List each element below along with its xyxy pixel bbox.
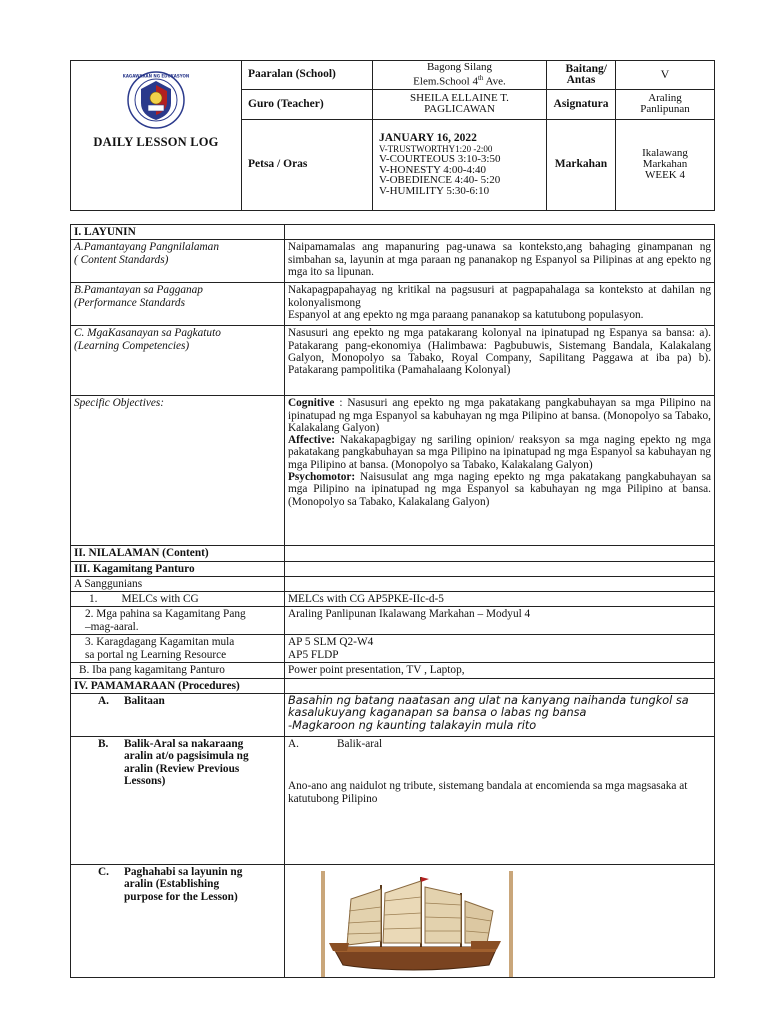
performance-standards-label-line2: (Performance Standards <box>74 296 185 309</box>
school-label: Paaralan (School) <box>242 61 373 90</box>
schedule-line: V-HONESTY 4:00-4:40 <box>379 163 487 176</box>
balik-aral-label <box>71 737 285 865</box>
performance-standards-text-2: Espanyol at ang epekto ng mga paraang pananakop sa katutubong populasyon. <box>288 308 644 321</box>
balitaan-text <box>285 694 715 737</box>
content-standards-label-line1: A.Pamantayang Pangnilalaman <box>74 241 219 254</box>
learning-competencies-text: Nasusuri ang epekto ng mga patakarang kolonyal na ipinatupad ng Espanya sa bansa: a). Patakarang pang-ekonomiya (Halimbawa: Pagbubuwis, Sistemang Bandala, Kalakalang Galyon, Monopolyo sa Tabako, Royal Company, Sapilitang Paggawa at iba pa) b). Patakarang pampolitika (Pamahalaang Kolonyal) <box>285 326 715 396</box>
grade-label-line2: Antas <box>566 73 596 86</box>
empty-cell <box>285 225 715 240</box>
section-heading-pamamaraan: IV. PAMAMARAAN (Procedures) <box>71 678 285 693</box>
balik-aral-sub-letter: A. <box>288 738 299 751</box>
balitaan-letter: A. <box>98 695 109 708</box>
section-heading-kagamitan: III. Kagamitang Panturo <box>71 561 285 576</box>
school-value-line1: Bagong Silang <box>426 61 493 73</box>
additional-materials-label-line2: sa portal ng Learning Resource <box>85 648 227 661</box>
content-standards-label-line2: ( Content Standards) <box>74 253 169 266</box>
affective-text: Nakakapagbigay ng sariling opinion/ reaksyon sa mga naging epekto ng mga pakatakang pangkabuhayan sa mga Pilipino na ipinatupad ng mga Espanyol sa kabuhayan ng mga Pilipino at bansa. (Monopolyo sa Tabako, Kalakalang Galyon) <box>288 434 711 471</box>
schedule-line: V-HUMILITY 5:30-6:10 <box>379 184 490 197</box>
additional-materials-label <box>71 635 285 663</box>
specific-objectives-text <box>285 396 715 546</box>
quarter-label: Markahan <box>547 119 616 210</box>
balitaan-text-1: Basahin ng batang naatasan ang ulat na kanyang naihanda tungkol sa <box>288 694 689 708</box>
specific-objectives-label: Specific Objectives: <box>71 396 285 546</box>
balik-aral-label-line4: Lessons) <box>124 774 166 787</box>
teacher-label: Guro (Teacher) <box>242 89 373 119</box>
balik-aral-label-line2: aralin at/o pagsisimula ng <box>124 750 249 763</box>
additional-materials-label-line1: 3. Karagdagang Kagamitan mula <box>85 636 235 649</box>
school-value <box>373 61 547 90</box>
performance-standards-text-1: Nakapagpapahayag ng kritikal na pagsusuri at pagpapahalaga sa konteksto at dahilan ng kolonyalismong <box>288 284 711 309</box>
teacher-value-line1: SHEILA ELLAINE T. <box>410 92 509 105</box>
balik-aral-label-text <box>124 738 281 787</box>
school-value-line2 <box>375 73 544 88</box>
melcs-value: MELCs with CG AP5PKE-IIc-d-5 <box>285 592 715 607</box>
section-heading-nilalaman: II. NILALAMAN (Content) <box>71 546 285 561</box>
paghahabi-label-line1: Paghahabi sa layunin ng <box>124 866 243 879</box>
subject-value <box>616 89 715 119</box>
document-title: DAILY LESSON LOG <box>93 135 219 149</box>
additional-materials-value-2: AP5 FLDP <box>288 648 339 661</box>
pages-value: Araling Panlipunan Ikalawang Markahan – Modyul 4 <box>285 607 715 635</box>
lesson-table <box>70 224 715 978</box>
balik-aral-letter: B. <box>98 738 109 751</box>
school-value-sup: th <box>477 74 484 82</box>
content-standards-text: Naipamamalas ang mapanuring pag-unawa sa konteksto,ang bahaging ginampanan ng simbahan sa, layunin at mga paraan ng pananakop ng Espanyol sa Pilipinas at ang epekto ng mga ito sa lipunan. <box>285 240 715 283</box>
grade-value: V <box>616 61 715 90</box>
melcs-num: 1. <box>89 593 98 606</box>
cognitive-label: Cognitive <box>288 397 335 410</box>
svg-text:KAGAWARAN NG EDUKASYON: KAGAWARAN NG EDUKASYON <box>122 73 190 79</box>
schedule-line: V-COURTEOUS 3:10-3:50 <box>379 153 501 166</box>
balitaan-label <box>71 694 285 737</box>
affective-label: Affective: <box>288 434 336 447</box>
empty-cell <box>285 576 715 591</box>
empty-cell <box>285 678 715 693</box>
content-standards-label <box>71 240 285 283</box>
schedule-line: V-TRUSTWORTHY1:20 -2:00 <box>379 143 493 154</box>
sanggunian-label: A Sanggunians <box>71 576 285 591</box>
pages-label <box>71 607 285 635</box>
empty-cell <box>285 546 715 561</box>
subject-value-line1: Araling <box>648 92 682 105</box>
performance-standards-text <box>285 283 715 326</box>
performance-standards-label <box>71 283 285 326</box>
paghahabi-label-text <box>124 866 281 903</box>
logo-title-cell <box>71 61 242 211</box>
performance-standards-label-line1: B.Pamantayan sa Pagganap <box>74 284 203 297</box>
other-materials-label: B. Iba pang kagamitang Panturo <box>71 663 285 678</box>
quarter-value <box>616 119 715 210</box>
balik-aral-question: Ano-ano ang naidulot ng tribute, sistemang bandala at encomienda sa mga magsasaka at katutubong Pilipino <box>288 780 688 805</box>
teacher-value-line2: PAGLICAWAN <box>424 103 495 116</box>
teacher-value <box>373 89 547 119</box>
paghahabi-letter: C. <box>98 866 109 879</box>
quarter-value-line1: Ikalawang <box>642 147 688 160</box>
psychomotor-label: Psychomotor: <box>288 471 356 484</box>
subject-label: Asignatura <box>547 89 616 119</box>
other-materials-value: Power point presentation, TV , Laptop, <box>285 663 715 678</box>
schedule-line: V-OBEDIENCE 4:40- 5:20 <box>379 174 501 187</box>
balik-aral-label-line3: aralin (Review Previous <box>124 762 240 775</box>
empty-cell <box>285 561 715 576</box>
balik-aral-content <box>285 737 715 865</box>
pages-label-line2: –mag-aaral. <box>85 620 139 633</box>
date-label: Petsa / Oras <box>242 119 373 210</box>
galleon-ship-image <box>321 871 513 977</box>
melcs-label-text: MELCs with CG <box>121 593 199 606</box>
date-value <box>373 119 547 210</box>
balik-aral-subtitle <box>288 738 711 750</box>
additional-materials-value <box>285 635 715 663</box>
learning-competencies-label-line2: (Learning Competencies) <box>74 339 190 352</box>
learning-competencies-label-line1: C. MgaKasanayan sa Pagkatuto <box>74 327 221 340</box>
quarter-value-line2: Markahan <box>642 158 688 171</box>
paghahabi-label-line3: purpose for the Lesson) <box>124 890 238 903</box>
header-table <box>70 60 715 211</box>
date-text: JANUARY 16, 2022 <box>379 132 477 145</box>
psychomotor-text: Naisusulat ang mga naging epekto ng mga pakatakang pangkabuhayan sa mga Pilipino na ipinatupad ng mga Espanyol sa kabuhayan ng mga Pilipino at bansa. (Monopolyo sa Tabako, Kalakalang Galyon) <box>288 471 711 508</box>
balik-aral-sub-title: Balik-aral <box>336 738 383 751</box>
psychomotor-objective <box>288 471 711 508</box>
school-value-line2-text: Elem.School 4 <box>413 75 478 88</box>
balik-aral-label-line1: Balik-Aral sa nakaraang <box>124 738 244 751</box>
additional-materials-value-1: AP 5 SLM Q2-W4 <box>288 636 374 649</box>
paghahabi-content <box>285 865 715 978</box>
section-heading-layunin: I. LAYUNIN <box>71 225 285 240</box>
balitaan-label-text: Balitaan <box>124 695 165 708</box>
pages-label-line1: 2. Mga pahina sa Kagamitang Pang <box>85 608 246 621</box>
grade-label <box>547 61 616 90</box>
school-value-line2-post: Ave. <box>483 75 506 88</box>
affective-objective <box>288 434 711 471</box>
grade-label-line1: Baitang/ <box>565 62 607 75</box>
learning-competencies-label <box>71 326 285 396</box>
balitaan-text-3: -Magkaroon ng kaunting talakayin mula rito <box>288 718 537 732</box>
balitaan-text-2: kasalukuyang kaganapan sa bansa o labas ng bansa <box>288 706 587 720</box>
paghahabi-label-line2: aralin (Establishing <box>124 878 220 891</box>
quarter-value-line3: WEEK 4 <box>644 169 685 182</box>
melcs-label <box>71 592 285 607</box>
cognitive-text: : Nasusuri ang epekto ng mga pakatakang pangkabuhayan sa mga Pilipino na ipinatupad ng mga Espanyol sa kabuhayan ng mga Pilipino at bansa. (Monopolyo sa Tabako, Kalakalang Galyon) <box>288 397 711 434</box>
subject-value-line2: Panlipunan <box>640 103 690 116</box>
deped-seal-icon <box>122 71 190 129</box>
cognitive-objective <box>288 397 711 434</box>
paghahabi-label <box>71 865 285 978</box>
